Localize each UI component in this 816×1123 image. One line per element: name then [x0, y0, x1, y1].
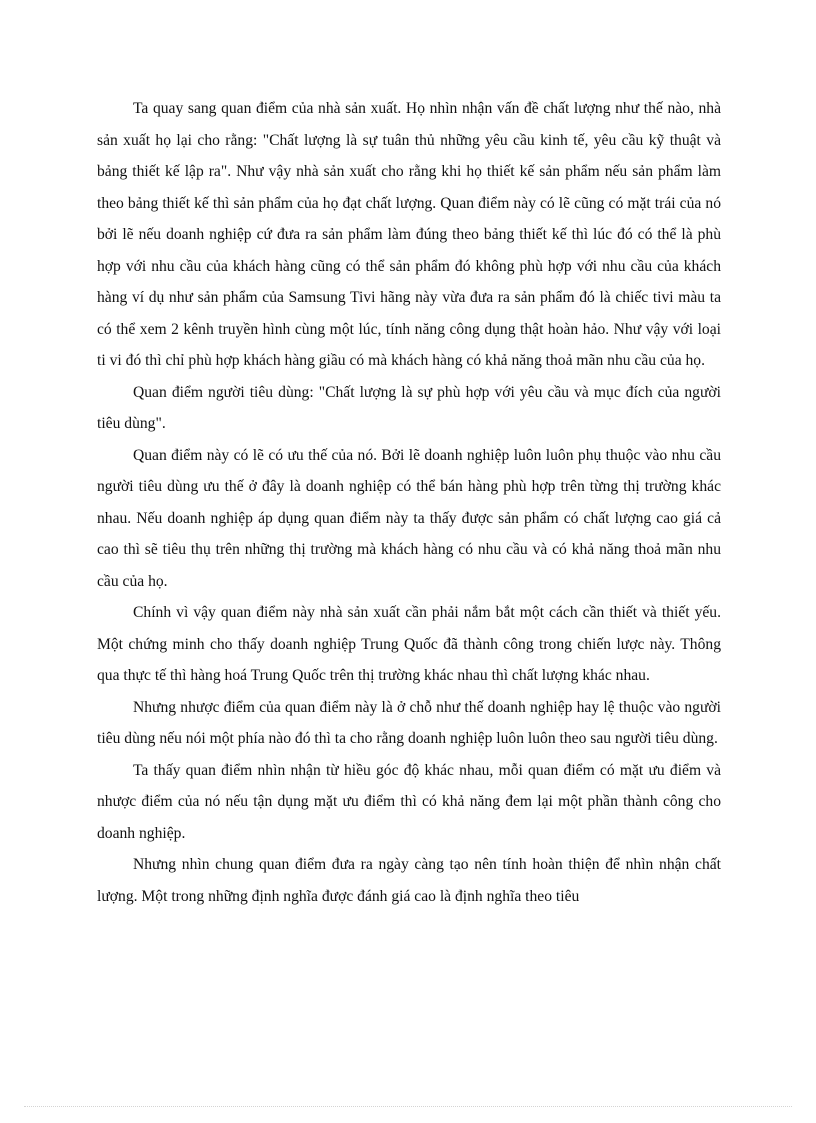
- paragraph-consumer-advantage: Quan điểm này có lẽ có ưu thế của nó. Bởi lẽ doanh nghiệp luôn luôn phụ thuộc vào nhu cầu người tiêu dùng ưu thế ở đây là doanh nghiệp có thể bán hàng phù hợp trên từng thị trường khác nhau. Nếu doanh nghiệp áp dụng quan điểm này ta thấy được sản phẩm có chất lượng cao giá cả cao thì sẽ tiêu thụ trên những thị trường mà khách hàng có nhu cầu và có khả năng thoả mãn nhu cầu của họ.: [97, 446, 721, 590]
- page-bottom-divider: [24, 1106, 792, 1107]
- paragraph-consumer-view: Quan điểm người tiêu dùng: "Chất lượng là sự phù hợp với yêu cầu và mục đích của người tiêu dùng".: [97, 383, 721, 432]
- paragraph-china-example: Chính vì vậy quan điểm này nhà sản xuất cần phải nắm bắt một cách cần thiết và thiết yếu. Một chứng minh cho thấy doanh nghiệp Trung Quốc đã thành công trong chiến lược này. Thông qua thực tế thì hàng hoá Trung Quốc trên thị trường khác nhau thì chất lượng khác nhau.: [97, 604, 721, 684]
- paragraph-producer-view: Ta quay sang quan điểm của nhà sản xuất. Họ nhìn nhận vấn đề chất lượng như thế nào, nhà sản xuất họ lại cho rằng: "Chất lượng là sự tuân thủ những yêu cầu kinh tế, yêu cầu kỹ thuật và bảng thiết kế lập ra". Như vậy nhà sản xuất cho rằng khi họ thiết kế sản phẩm nếu sản phẩm làm theo bảng thiết kế thì sản phẩm của họ đạt chất lượng. Quan điểm này có lẽ cũng có mặt trái của nó bởi lẽ nếu doanh nghiệp cứ đưa ra sản phẩm làm đúng theo bảng thiết kế thì lúc đó có thể là phù hợp với nhu cầu của khách hàng cũng có thể sản phẩm đó không phù hợp với nhu cầu của khách hàng ví dụ như sản phẩm của Samsung Tivi hãng này vừa đưa ra sản phẩm đó là chiếc tivi màu ta có thể xem 2 kênh truyền hình cùng một lúc, tính năng công dụng thật hoàn hảo. Như vậy với loại ti vi đó thì chỉ phù hợp khách hàng giầu có mà khách hàng có khả năng thoả mãn nhu cầu của họ.: [97, 100, 721, 369]
- paragraph-conclusion: Nhưng nhìn chung quan điểm đưa ra ngày càng tạo nên tính hoàn thiện để nhìn nhận chất lượng. Một trong những định nghĩa được đánh giá cao là định nghĩa theo tiêu: [97, 856, 721, 905]
- paragraph-disadvantage: Nhưng nhược điểm của quan điểm này là ở chỗ như thế doanh nghiệp hay lệ thuộc vào người tiêu dùng nếu nói một phía nào đó thì ta cho rằng doanh nghiệp luôn luôn theo sau người tiêu dùng.: [97, 698, 721, 747]
- paragraph-summary: Ta thấy quan điểm nhìn nhận từ hiều góc độ khác nhau, mỗi quan điểm có mặt ưu điểm và nhược điểm của nó nếu tận dụng mặt ưu điểm thì có khả năng đem lại một phần thành công cho doanh nghiệp.: [97, 761, 721, 842]
- document-page: [97, 93, 721, 912]
